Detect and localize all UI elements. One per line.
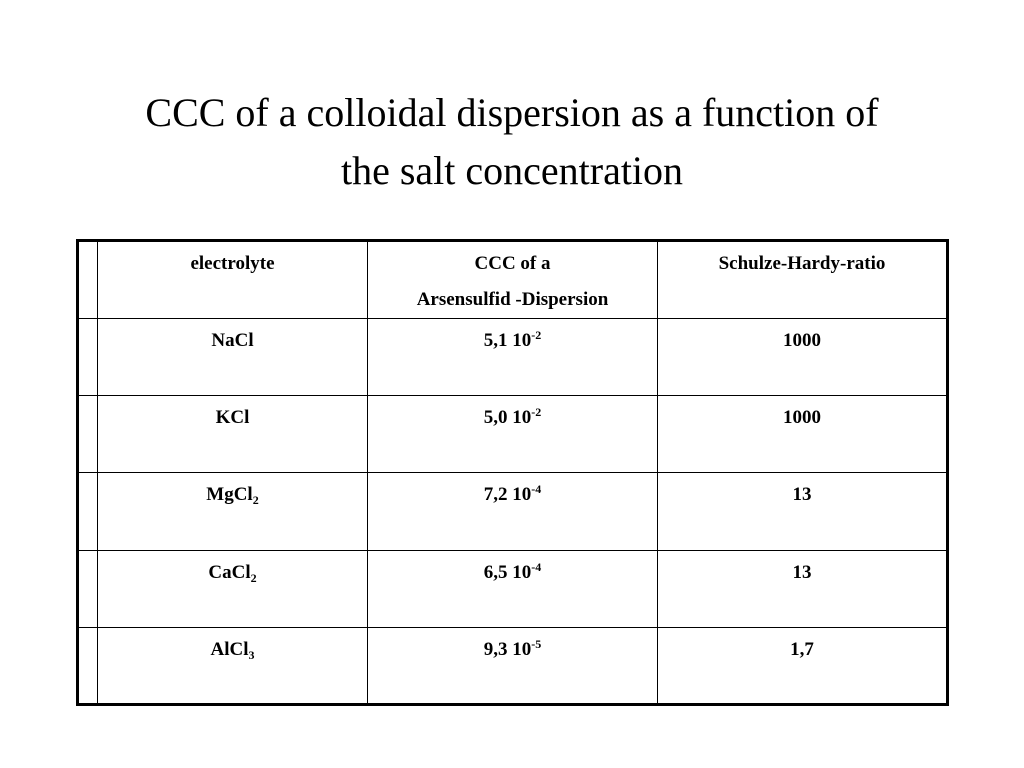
row-marker-cell [78, 396, 98, 473]
electrolyte-subscript: 2 [250, 570, 257, 585]
cell-ratio [658, 473, 948, 550]
electrolyte-name: MgCl [206, 484, 253, 506]
ratio-value: 1,7 [790, 638, 814, 660]
row-marker-cell [78, 550, 98, 627]
ccc-mantissa: 5,1 10 [483, 330, 532, 352]
table-row [78, 473, 948, 550]
electrolyte-subscript: 3 [248, 647, 255, 662]
table-row [78, 627, 948, 704]
cell-ccc [368, 550, 658, 627]
ratio-value: 13 [792, 561, 812, 583]
table-row [78, 319, 948, 396]
header-ccc-line-2: Arsensulfid -Dispersion [416, 289, 609, 310]
cell-ratio [658, 627, 948, 704]
ccc-table [76, 239, 949, 706]
title-line-2: the salt concentration [340, 148, 684, 193]
header-electrolyte-label: electrolyte [190, 253, 275, 274]
electrolyte-subscript: 2 [252, 493, 259, 508]
ratio-value: 1000 [783, 407, 821, 429]
header-ccc-line-1: CCC of a [474, 253, 551, 274]
header-electrolyte [98, 241, 368, 319]
electrolyte-name: KCl [215, 407, 250, 429]
ccc-exponent: -2 [531, 405, 542, 420]
cell-ratio [658, 319, 948, 396]
header-ccc [368, 241, 658, 319]
cell-ratio [658, 550, 948, 627]
cell-electrolyte [98, 627, 368, 704]
table-row [78, 396, 948, 473]
ccc-exponent: -5 [531, 636, 542, 651]
cell-ccc [368, 627, 658, 704]
ratio-value: 1000 [783, 330, 821, 352]
ccc-mantissa: 6,5 10 [483, 561, 532, 583]
ccc-mantissa: 5,0 10 [483, 407, 532, 429]
table-row [78, 550, 948, 627]
electrolyte-name: AlCl [210, 638, 249, 660]
ccc-mantissa: 7,2 10 [483, 484, 532, 506]
cell-ccc [368, 319, 658, 396]
ratio-value: 13 [792, 484, 812, 506]
cell-electrolyte [98, 473, 368, 550]
row-marker-cell [78, 473, 98, 550]
row-marker-cell [78, 627, 98, 704]
electrolyte-name: NaCl [211, 330, 254, 352]
row-marker-cell [78, 319, 98, 396]
title-line-1: CCC of a colloidal dispersion as a function of [145, 90, 879, 135]
ccc-exponent: -2 [531, 328, 542, 343]
ccc-mantissa: 9,3 10 [483, 638, 532, 660]
row-marker-cell [78, 241, 98, 319]
cell-electrolyte [98, 396, 368, 473]
slide-title [60, 84, 964, 200]
cell-electrolyte [98, 319, 368, 396]
cell-ratio [658, 396, 948, 473]
cell-ccc [368, 396, 658, 473]
electrolyte-name: CaCl [208, 561, 251, 583]
header-ratio-label: Schulze-Hardy-ratio [718, 253, 886, 274]
header-ratio [658, 241, 948, 319]
ccc-exponent: -4 [531, 559, 542, 574]
cell-electrolyte [98, 550, 368, 627]
ccc-exponent: -4 [531, 482, 542, 497]
cell-ccc [368, 473, 658, 550]
table-header-row [78, 241, 948, 319]
